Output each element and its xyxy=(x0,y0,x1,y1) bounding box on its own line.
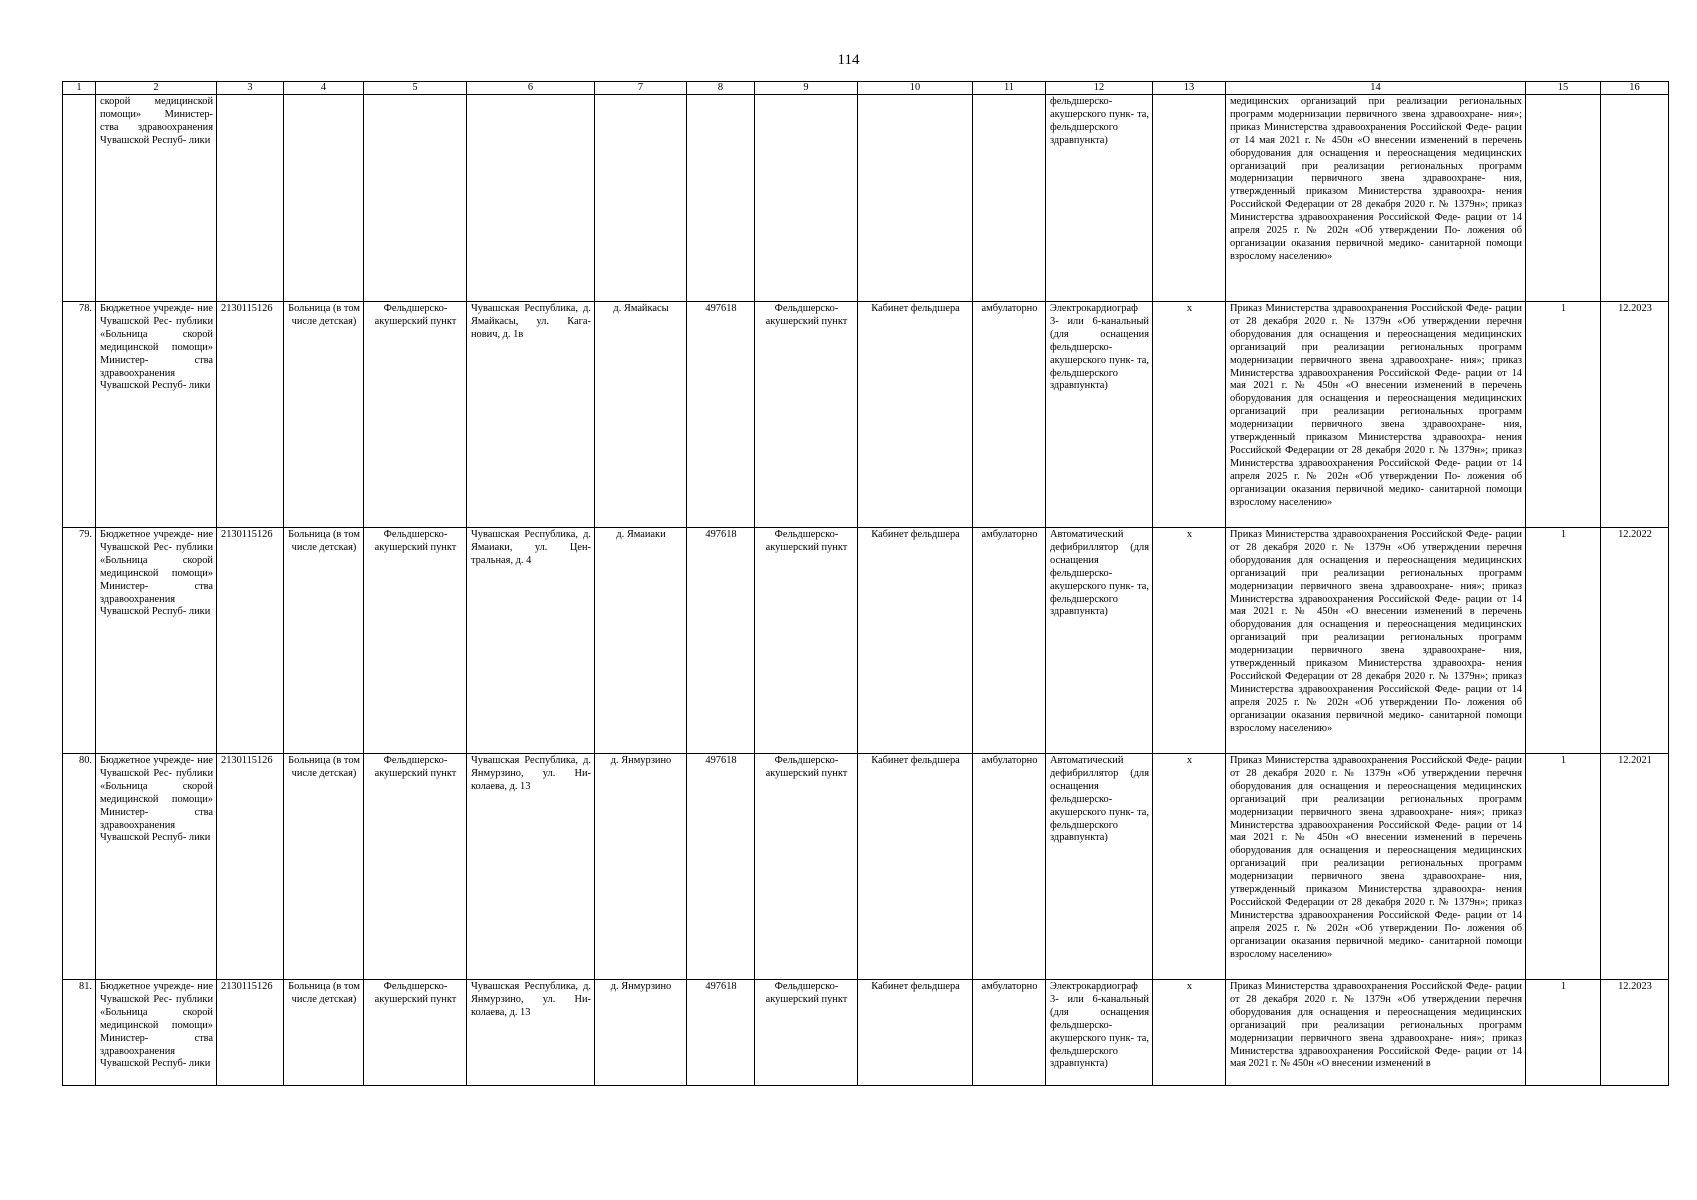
table-row xyxy=(63,528,1669,754)
organization-cell: Бюджетное учрежде- ние Чувашской Рес- публики «Больница скорой медицинской помощи» Министер- ства здравоохранения Чувашской Респуб- лики xyxy=(96,528,217,754)
unit-type-cell: Фельдшерско- акушерский пункт xyxy=(755,302,858,528)
organization-cell: Бюджетное учрежде- ние Чувашской Рес- публики «Больница скорой медицинской помощи» Министер- ства здравоохранения Чувашской Респуб- лики xyxy=(96,754,217,980)
table-row xyxy=(63,302,1669,528)
postcode-cell: 497618 xyxy=(687,754,755,980)
unit-type-cell: Фельдшерско- акушерский пункт xyxy=(755,980,858,1086)
unit-type-cell: Фельдшерско- акушерский пункт xyxy=(755,754,858,980)
regulations-cell: медицинских организаций при реализации региональных программ модернизации первичного звена здравоохране- ния»; приказ Министерства здравоохранения Российской Феде- рации от 14 мая 2021 г. № 450н «О внесении изменений в перечень оборудования для оснащения и переоснащения медицинских организаций при реализации региональных программ модернизации первичного звена здравоохране- ния, утвержденный приказом Министерства здравоохра- нения Российской Федерации от 28 декабря 2020 г. № 1379н»; приказ Министерства здравоохранения Российской Феде- рации от 14 апреля 2025 г. № 202н «Об утверждении По- ложения об организации оказания первичной медико- санитарной помощи взрослому населению» xyxy=(1226,95,1526,302)
column-number: 4 xyxy=(284,82,364,95)
address-cell: Чувашская Республика, д. Янмурзино, ул. Ни- колаева, д. 13 xyxy=(467,754,595,980)
equipment-cell: Электрокардиограф 3- или 6-канальный (для оснащения фельдшерско- акушерского пунк- та, фельдшерского здравпункта) xyxy=(1046,302,1153,528)
column-number: 10 xyxy=(858,82,973,95)
column-number: 1 xyxy=(63,82,96,95)
regulations-cell: Приказ Министерства здравоохранения Российской Феде- рации от 28 декабря 2020 г. № 1379н «Об утверждении перечня оборудования для оснащения и переоснащения медицинских организаций при реализации региональных программ модернизации первичного звена здравоохране- ния»; приказ Министерства здравоохранения Российской Феде- рации от 14 мая 2021 г. № 450н «О внесении изменений в перечень оборудования для оснащения и переоснащения медицинских организаций при реализации региональных программ модернизации первичного звена здравоохране- ния, утвержденный приказом Министерства здравоохра- нения Российской Федерации от 28 декабря 2020 г. № 1379н»; приказ Министерства здравоохранения Российской Феде- рации от 14 апреля 2025 г. № 202н «Об утверждении По- ложения об организации оказания первичной медико- санитарной помощи взрослому населению» xyxy=(1226,302,1526,528)
code-cell: 2130115126 xyxy=(217,302,284,528)
row-number-cell: 81. xyxy=(63,980,96,1086)
column-number: 2 xyxy=(96,82,217,95)
column-number: 9 xyxy=(755,82,858,95)
column-number: 6 xyxy=(467,82,595,95)
equipment-cell: Электрокардиограф 3- или 6-канальный (для оснащения фельдшерско- акушерского пунк- та, фельдшерского здравпункта) xyxy=(1046,980,1153,1086)
settlement-cell: д. Ямайкасы xyxy=(595,302,687,528)
table-row xyxy=(63,980,1669,1086)
settlement-cell: д. Ямаиаки xyxy=(595,528,687,754)
column-number: 13 xyxy=(1153,82,1226,95)
date-cell: 12.2023 xyxy=(1601,302,1669,528)
unit-type-cell: Фельдшерско- акушерский пункт xyxy=(755,528,858,754)
facility-type-cell: Больница (в том числе детская) xyxy=(284,302,364,528)
row-number-cell: 78. xyxy=(63,302,96,528)
column-number: 16 xyxy=(1601,82,1669,95)
column-number: 12 xyxy=(1046,82,1153,95)
room-cell: Кабинет фельдшера xyxy=(858,302,973,528)
column-number: 7 xyxy=(595,82,687,95)
mark-cell: x xyxy=(1153,528,1226,754)
organization-cell: Бюджетное учрежде- ние Чувашской Рес- публики «Больница скорой медицинской помощи» Министер- ства здравоохранения Чувашской Респуб- лики xyxy=(96,302,217,528)
equipment-cell: Автоматический дефибриллятор (для оснащения фельдшерско- акушерского пунк- та, фельдшерского здравпункта) xyxy=(1046,754,1153,980)
postcode-cell: 497618 xyxy=(687,528,755,754)
mark-cell: x xyxy=(1153,754,1226,980)
column-number: 5 xyxy=(364,82,467,95)
date-cell: 12.2021 xyxy=(1601,754,1669,980)
code-cell: 2130115126 xyxy=(217,528,284,754)
code-cell: 2130115126 xyxy=(217,754,284,980)
mode-cell: амбулаторно xyxy=(973,980,1046,1086)
quantity-cell: 1 xyxy=(1526,754,1601,980)
organization-cell: Бюджетное учрежде- ние Чувашской Рес- публики «Больница скорой медицинской помощи» Министер- ства здравоохранения Чувашской Респуб- лики xyxy=(96,980,217,1086)
unit-cell: Фельдшерско- акушерский пункт xyxy=(364,528,467,754)
facility-type-cell: Больница (в том числе детская) xyxy=(284,528,364,754)
mode-cell: амбулаторно xyxy=(973,754,1046,980)
settlement-cell: д. Янмурзино xyxy=(595,754,687,980)
postcode-cell: 497618 xyxy=(687,980,755,1086)
facility-type-cell: Больница (в том числе детская) xyxy=(284,754,364,980)
quantity-cell: 1 xyxy=(1526,302,1601,528)
facility-type-cell: Больница (в том числе детская) xyxy=(284,980,364,1086)
quantity-cell: 1 xyxy=(1526,980,1601,1086)
column-number: 3 xyxy=(217,82,284,95)
equipment-cell: Автоматический дефибриллятор (для оснащения фельдшерско- акушерского пунк- та, фельдшерского здравпункта) xyxy=(1046,528,1153,754)
unit-cell: Фельдшерско- акушерский пункт xyxy=(364,302,467,528)
mark-cell: x xyxy=(1153,302,1226,528)
regulations-cell: Приказ Министерства здравоохранения Российской Феде- рации от 28 декабря 2020 г. № 1379н «Об утверждении перечня оборудования для оснащения и переоснащения медицинских организаций при реализации региональных программ модернизации первичного звена здравоохране- ния»; приказ Министерства здравоохранения Российской Феде- рации от 14 мая 2021 г. № 450н «О внесении изменений в перечень оборудования для оснащения и переоснащения медицинских организаций при реализации региональных программ модернизации первичного звена здравоохране- ния, утвержденный приказом Министерства здравоохра- нения Российской Федерации от 28 декабря 2020 г. № 1379н»; приказ Министерства здравоохранения Российской Феде- рации от 14 апреля 2025 г. № 202н «Об утверждении По- ложения об организации оказания первичной медико- санитарной помощи взрослому населению» xyxy=(1226,754,1526,980)
date-cell: 12.2023 xyxy=(1601,980,1669,1086)
equipment-registry-table xyxy=(62,81,1669,1086)
room-cell: Кабинет фельдшера xyxy=(858,528,973,754)
date-cell: 12.2022 xyxy=(1601,528,1669,754)
address-cell: Чувашская Республика, д. Ямайкасы, ул. Кага- нович, д. 1в xyxy=(467,302,595,528)
unit-cell: Фельдшерско- акушерский пункт xyxy=(364,980,467,1086)
column-number: 15 xyxy=(1526,82,1601,95)
regulations-cell: Приказ Министерства здравоохранения Российской Феде- рации от 28 декабря 2020 г. № 1379н «Об утверждении перечня оборудования для оснащения и переоснащения медицинских организаций при реализации региональных программ модернизации первичного звена здравоохране- ния»; приказ Министерства здравоохранения Российской Феде- рации от 14 мая 2021 г. № 450н «О внесении изменений в перечень оборудования для оснащения и переоснащения медицинских организаций при реализации региональных программ модернизации первичного звена здравоохране- ния, утвержденный приказом Министерства здравоохра- нения Российской Федерации от 28 декабря 2020 г. № 1379н»; приказ Министерства здравоохранения Российской Феде- рации от 14 апреля 2025 г. № 202н «Об утверждении По- ложения об организации оказания первичной медико- санитарной помощи взрослому населению» xyxy=(1226,528,1526,754)
organization-cell: скорой медицинской помощи» Министер- ства здравоохранения Чувашской Респуб- лики xyxy=(96,95,217,302)
row-number-cell: 79. xyxy=(63,528,96,754)
page-number: 114 xyxy=(837,52,860,68)
column-number: 8 xyxy=(687,82,755,95)
unit-cell: Фельдшерско- акушерский пункт xyxy=(364,754,467,980)
row-number-cell: 80. xyxy=(63,754,96,980)
mark-cell: x xyxy=(1153,980,1226,1086)
quantity-cell: 1 xyxy=(1526,528,1601,754)
regulations-cell: Приказ Министерства здравоохранения Российской Феде- рации от 28 декабря 2020 г. № 1379н «Об утверждении перечня оборудования для оснащения и переоснащения медицинских организаций при реализации региональных программ модернизации первичного звена здравоохране- ния»; приказ Министерства здравоохранения Российской Феде- рации от 14 мая 2021 г. № 450н «О внесении изменений в xyxy=(1226,980,1526,1086)
code-cell: 2130115126 xyxy=(217,980,284,1086)
equipment-cell: фельдшерско- акушерского пунк- та, фельдшерского здравпункта) xyxy=(1046,95,1153,302)
address-cell: Чувашская Республика, д. Янмурзино, ул. Ни- колаева, д. 13 xyxy=(467,980,595,1086)
mode-cell: амбулаторно xyxy=(973,528,1046,754)
table-row xyxy=(63,754,1669,980)
table-row-continued xyxy=(63,95,1669,302)
settlement-cell: д. Янмурзино xyxy=(595,980,687,1086)
column-number-row xyxy=(63,82,1669,95)
address-cell: Чувашская Республика, д. Ямаиаки, ул. Цен- тральная, д. 4 xyxy=(467,528,595,754)
postcode-cell: 497618 xyxy=(687,302,755,528)
column-number: 11 xyxy=(973,82,1046,95)
mode-cell: амбулаторно xyxy=(973,302,1046,528)
column-number: 14 xyxy=(1226,82,1526,95)
room-cell: Кабинет фельдшера xyxy=(858,980,973,1086)
room-cell: Кабинет фельдшера xyxy=(858,754,973,980)
